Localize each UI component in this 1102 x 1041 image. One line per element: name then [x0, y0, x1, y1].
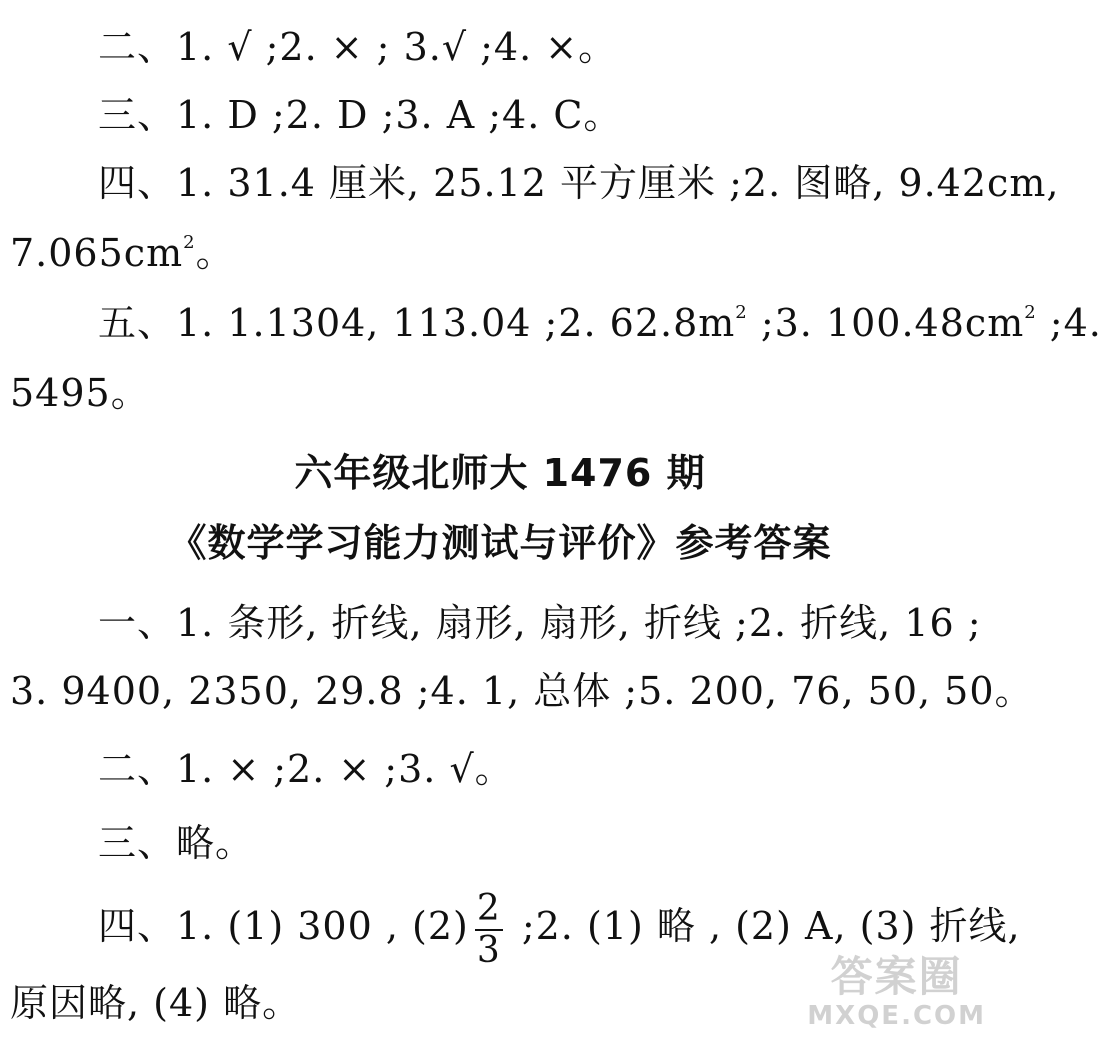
section-title: 六年级北师大 1476 期 [294, 451, 706, 495]
watermark-top: 答案圈 [830, 952, 963, 1001]
text: 7.065cm [10, 231, 184, 275]
watermark-bottom: MXQE.COM [807, 1001, 986, 1031]
superscript: 2 [1024, 302, 1037, 323]
text: ;4. [1036, 301, 1102, 345]
section-subtitle: 《数学学习能力测试与评价》参考答案 [168, 521, 832, 565]
text: 四、1. (1) 300 , (2) [98, 904, 469, 948]
answer-prev-san: 三、1. D ;2. D ;3. A ;4. C。 [98, 93, 623, 137]
answer-prev-si-line2 [0, 218, 1000, 288]
answer-prev-wu-line2: 5495。 [10, 371, 150, 415]
answer-si-line2: 原因略, (4) 略。 [10, 981, 302, 1025]
text: 。 [195, 231, 235, 275]
text: ;3. 100.48cm [747, 301, 1025, 345]
answer-er: 二、1. × ;2. × ;3. √。 [98, 747, 514, 791]
answer-prev-si-line1: 四、1. 31.4 厘米, 25.12 平方厘米 ;2. 图略, 9.42cm, [98, 161, 1060, 205]
answer-prev-wu-line1 [0, 288, 1102, 358]
fraction-denominator: 3 [476, 929, 501, 971]
answer-yi-line2: 3. 9400, 2350, 29.8 ;4. 1, 总体 ;5. 200, 76, 50, 50。 [10, 669, 1034, 713]
answer-prev-er: 二、1. √ ;2. × ; 3.√ ;4. ×。 [98, 25, 618, 69]
answer-yi-line1: 一、1. 条形, 折线, 扇形, 扇形, 折线 ;2. 折线, 16 ; [98, 601, 982, 645]
answer-san: 三、略。 [98, 821, 255, 865]
text: 五、1. 1.1304, 113.04 ;2. 62.8m [98, 301, 736, 345]
text: ;2. (1) 略 , (2) A, (3) 折线, [508, 904, 1021, 948]
fraction [475, 887, 503, 971]
superscript: 2 [183, 232, 196, 253]
fraction-numerator: 2 [476, 887, 501, 929]
watermark-logo [807, 953, 986, 1031]
superscript: 2 [735, 302, 748, 323]
